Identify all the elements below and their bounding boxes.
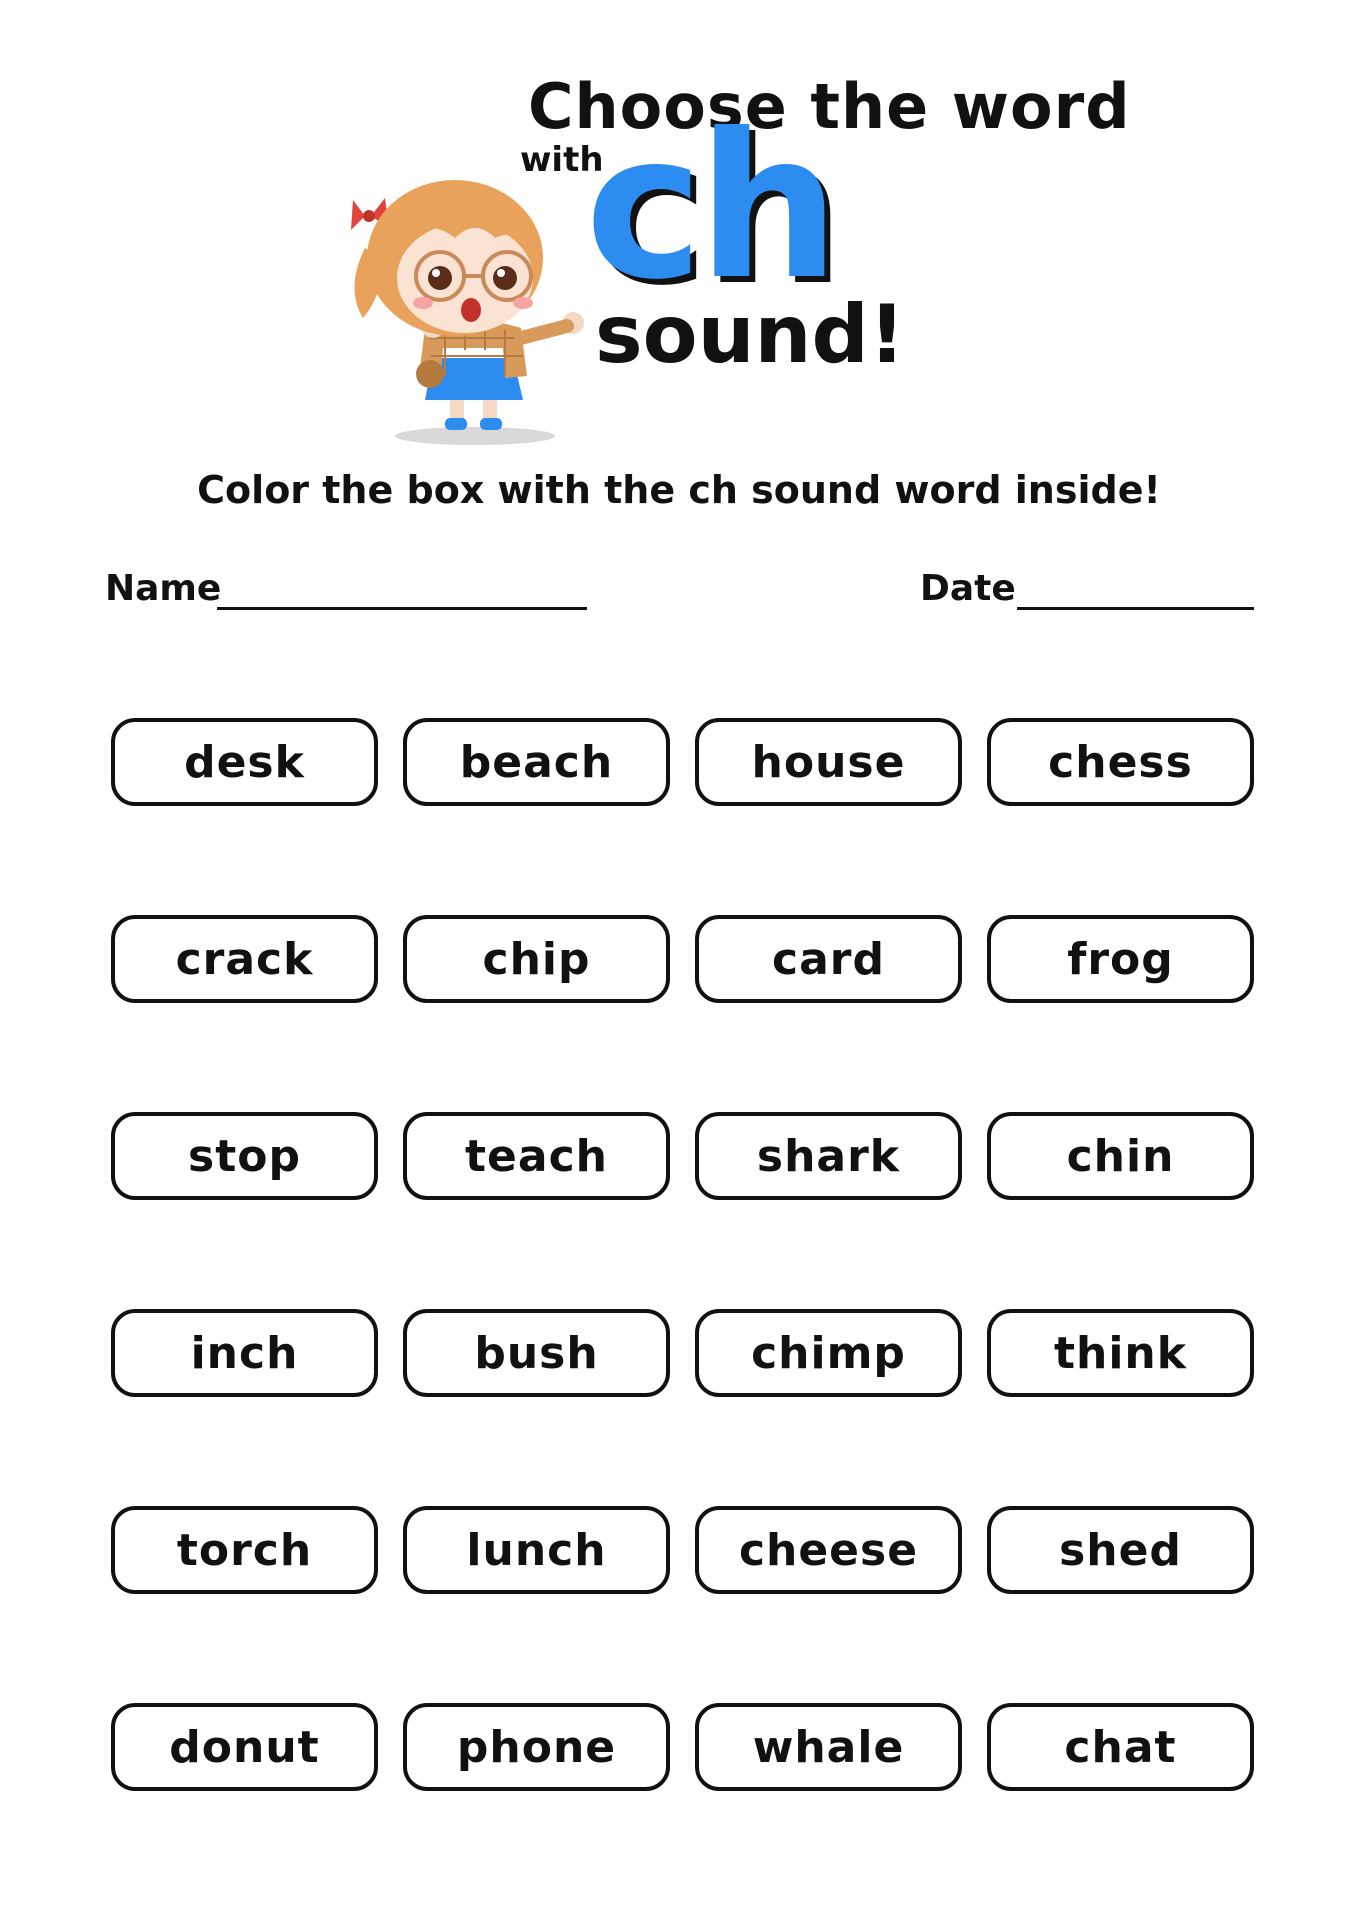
word-box[interactable] bbox=[111, 1703, 378, 1791]
word-label: crack bbox=[175, 933, 314, 985]
word-label: chess bbox=[1048, 736, 1193, 788]
word-label: chin bbox=[1066, 1130, 1175, 1182]
word-label: desk bbox=[184, 736, 305, 788]
word-label: stop bbox=[188, 1130, 301, 1182]
word-box[interactable] bbox=[695, 718, 962, 806]
word-label: bush bbox=[474, 1327, 599, 1379]
word-label: phone bbox=[456, 1721, 617, 1773]
word-box[interactable] bbox=[987, 1112, 1254, 1200]
word-box[interactable] bbox=[695, 1112, 962, 1200]
word-label: inch bbox=[190, 1327, 299, 1379]
title-ch: ch bbox=[585, 91, 834, 324]
word-box[interactable] bbox=[695, 915, 962, 1003]
word-label: think bbox=[1053, 1327, 1188, 1379]
word-box[interactable] bbox=[403, 718, 670, 806]
word-box[interactable] bbox=[987, 915, 1254, 1003]
word-label: cheese bbox=[738, 1524, 919, 1576]
word-box[interactable] bbox=[695, 1506, 962, 1594]
word-label: whale bbox=[752, 1721, 905, 1773]
word-box[interactable] bbox=[111, 1506, 378, 1594]
word-box[interactable] bbox=[987, 718, 1254, 806]
word-label: shark bbox=[756, 1130, 901, 1182]
name-line[interactable] bbox=[217, 607, 587, 610]
word-box[interactable] bbox=[111, 1309, 378, 1397]
word-box[interactable] bbox=[403, 915, 670, 1003]
word-label: house bbox=[751, 736, 906, 788]
word-box[interactable] bbox=[987, 1506, 1254, 1594]
word-box[interactable] bbox=[403, 1112, 670, 1200]
word-label: shed bbox=[1059, 1524, 1182, 1576]
word-box[interactable] bbox=[111, 1112, 378, 1200]
title-sound: sound! bbox=[595, 288, 906, 381]
date-label: Date bbox=[920, 568, 1016, 609]
word-label: chip bbox=[482, 933, 591, 985]
word-label: chimp bbox=[751, 1327, 906, 1379]
word-box[interactable] bbox=[111, 915, 378, 1003]
instruction-text: Color the box with the ch sound word inside! bbox=[197, 468, 1161, 512]
word-box[interactable] bbox=[695, 1309, 962, 1397]
word-box[interactable] bbox=[403, 1506, 670, 1594]
word-box[interactable] bbox=[695, 1703, 962, 1791]
word-label: beach bbox=[459, 736, 614, 788]
name-label: Name bbox=[105, 568, 222, 609]
girl-with-glasses-mascot-icon bbox=[345, 178, 600, 450]
title-with: with bbox=[520, 140, 604, 180]
word-box[interactable] bbox=[987, 1703, 1254, 1791]
word-label: frog bbox=[1067, 933, 1174, 985]
word-label: teach bbox=[465, 1130, 608, 1182]
word-label: torch bbox=[176, 1524, 313, 1576]
date-line[interactable] bbox=[1017, 607, 1254, 610]
word-grid bbox=[111, 718, 1253, 1791]
word-label: chat bbox=[1064, 1721, 1177, 1773]
word-label: lunch bbox=[466, 1524, 607, 1576]
word-box[interactable] bbox=[403, 1309, 670, 1397]
word-box[interactable] bbox=[403, 1703, 670, 1791]
title-line-1: Choose the word bbox=[528, 70, 1131, 143]
word-label: donut bbox=[169, 1721, 320, 1773]
word-label: card bbox=[772, 933, 885, 985]
word-box[interactable] bbox=[111, 718, 378, 806]
word-box[interactable] bbox=[987, 1309, 1254, 1397]
